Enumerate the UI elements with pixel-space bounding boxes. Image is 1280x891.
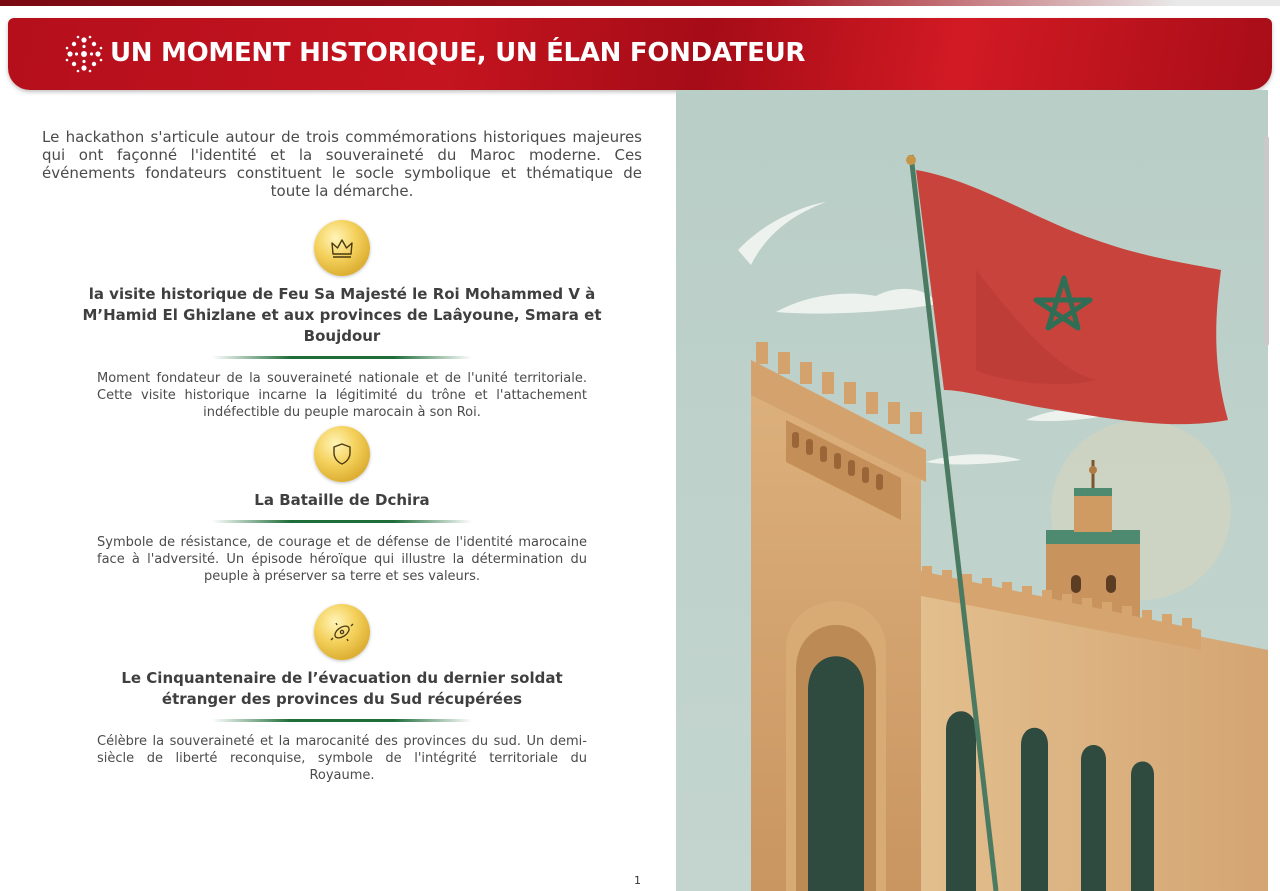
event-item xyxy=(40,426,644,585)
event-title: la visite historique de Feu Sa Majesté le Roi Mohammed V à M’Hamid El Ghizlane et aux provinces de Laâyoune, Smara et Boujdour xyxy=(82,285,602,345)
intro-paragraph: Le hackathon s'articule autour de trois commémorations historiques majeures qui ont façonné l'identité et la souveraineté du Maroc moderne. Ces événements fondateurs constituent le socle symbolique et thématique de toute la démarche. xyxy=(42,128,642,200)
crown-medal xyxy=(314,220,370,276)
content-column xyxy=(40,128,644,783)
ornament-medal-icon xyxy=(328,618,356,646)
crown-icon xyxy=(329,235,355,261)
event-description: Moment fondateur de la souveraineté nationale et de l'unité territoriale. Cette visite historique incarne la légitimité du trône et l'attachement indéfectible du peuple marocain à son Roi. xyxy=(97,371,587,420)
scrollbar-thumb[interactable] xyxy=(1264,136,1269,346)
shield-icon xyxy=(329,441,355,467)
page-title: UN MOMENT HISTORIQUE, UN ÉLAN FONDATEUR xyxy=(110,38,806,68)
ornament-logo-icon xyxy=(64,34,104,74)
page-number: 1 xyxy=(634,874,641,887)
green-divider xyxy=(212,719,472,722)
event-title: La Bataille de Dchira xyxy=(254,491,430,509)
event-description: Célèbre la souveraineté et la marocanité des provinces du sud. Un demi-siècle de liberté reconquise, symbole de l'intégrité territoriale du Royaume. xyxy=(97,734,587,783)
event-item xyxy=(40,220,644,421)
event-description: Symbole de résistance, de courage et de défense de l'identité marocaine face à l'adversité. Un épisode héroïque qui illustre la détermination du peuple à préserver sa terre et ses valeurs. xyxy=(97,535,587,584)
event-item xyxy=(40,604,644,784)
ornament-medal xyxy=(314,604,370,660)
morocco-flag-illustration xyxy=(676,90,1268,891)
header-banner xyxy=(8,18,1272,90)
event-title: Le Cinquantenaire de l’évacuation du dernier soldat étranger des provinces du Sud récupérées xyxy=(121,669,563,708)
shield-medal xyxy=(314,426,370,482)
green-divider xyxy=(212,520,472,523)
green-divider xyxy=(212,356,472,359)
document-page xyxy=(0,6,1280,891)
